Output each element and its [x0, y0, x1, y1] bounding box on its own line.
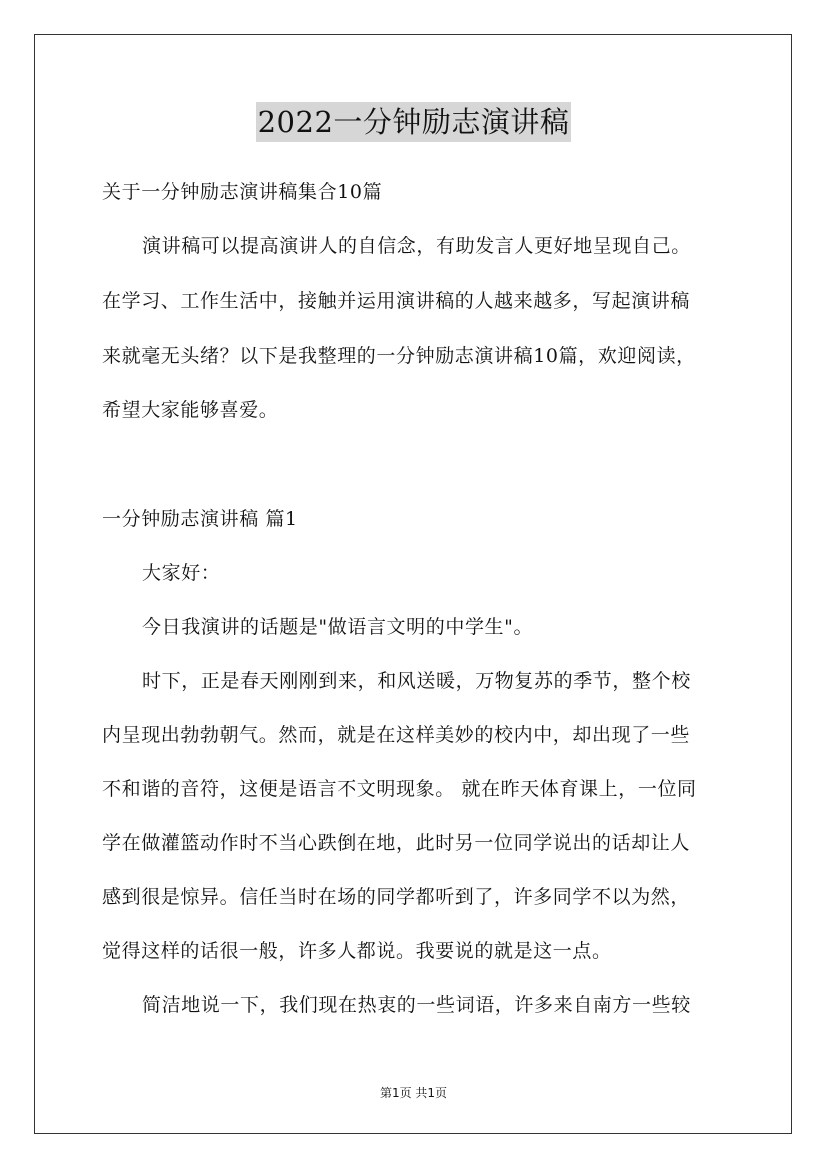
document-subtitle: 关于一分钟励志演讲稿集合10篇	[102, 181, 383, 203]
body-line: 感到很是惊异。信任当时在场的同学都听到了，许多同学不以为然，	[102, 886, 691, 908]
intro-line: 演讲稿可以提高演讲人的自信念，有助发言人更好地呈现自己。	[142, 235, 691, 257]
body-line: 时下，正是春天刚刚到来，和风送暖，万物复苏的季节，整个校	[142, 670, 691, 692]
section-heading: 一分钟励志演讲稿 篇1	[102, 508, 298, 530]
page-footer	[0, 1084, 827, 1101]
body-line-last: 简洁地说一下，我们现在热衷的一些词语，许多来自南方一些较	[142, 994, 691, 1016]
body-line: 觉得这样的话很一般，许多人都说。我要说的就是这一点。	[102, 940, 612, 962]
intro-line: 在学习、工作生活中，接触并运用演讲稿的人越来越多，写起演讲稿	[102, 290, 691, 312]
intro-line: 希望大家能够喜爱。	[102, 399, 279, 421]
greeting: 大家好：	[142, 562, 221, 584]
topic-line: 今日我演讲的话题是"做语言文明的中学生"。	[142, 616, 534, 638]
body-line: 学在做灌篮动作时不当心跌倒在地，此时另一位同学说出的话却让人	[102, 832, 691, 854]
title-container	[0, 102, 827, 142]
body-line: 不和谐的音符，这便是语言不文明现象。 就在昨天体育课上，一位同	[102, 778, 697, 800]
body-line: 内呈现出勃勃朝气。然而，就是在这样美妙的校内中，却出现了一些	[102, 724, 691, 746]
page-number-label: 第1页 共1页	[379, 1086, 448, 1100]
document-title: 2022一分钟励志演讲稿	[256, 102, 572, 142]
intro-line: 来就毫无头绪？以下是我整理的一分钟励志演讲稿10篇，欢迎阅读，	[102, 345, 696, 367]
